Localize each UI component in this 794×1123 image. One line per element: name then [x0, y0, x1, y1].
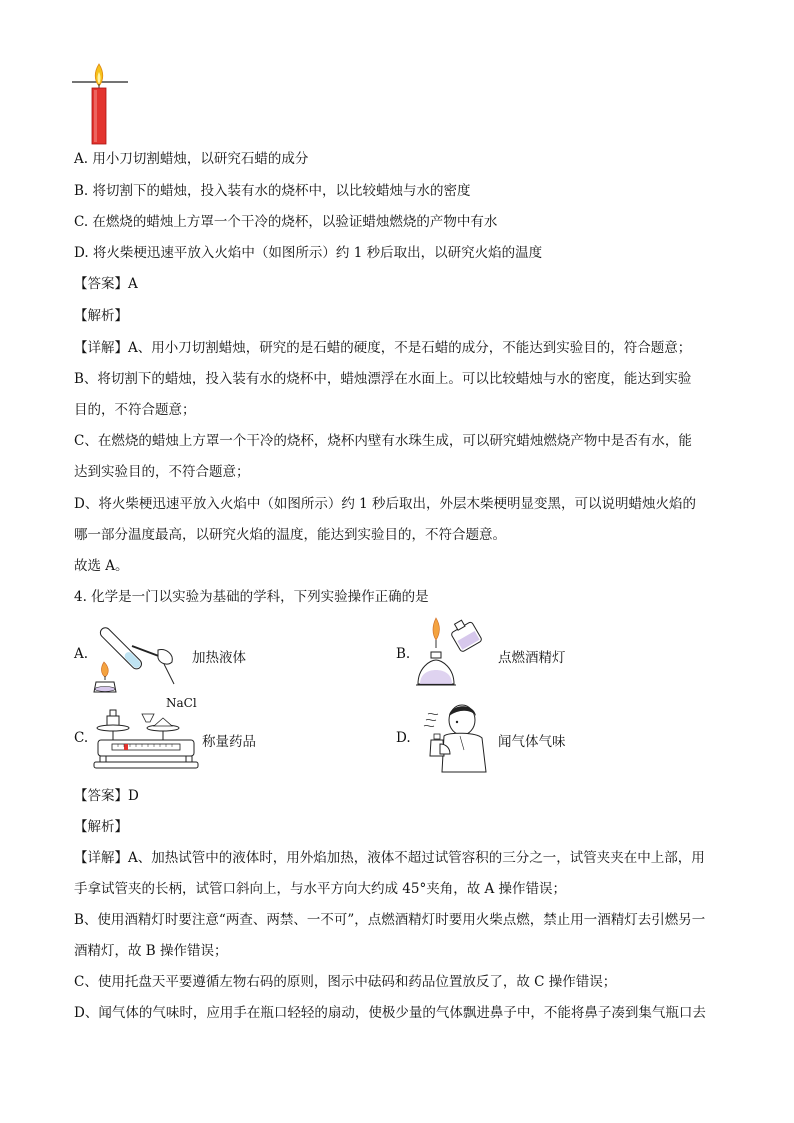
q4-detail-line: 手拿试管夹的长柄，试管口斜向上，与水平方向大约成 45°夹角，故 A 操作错误；	[74, 881, 567, 897]
q4-answer: 【答案】D	[74, 788, 139, 804]
smelling-gas-figure	[420, 700, 492, 774]
q3-detail-line: B、将切割下的蜡烛，投入装有水的烧杯中，蜡烛漂浮在水面上。可以比较蜡烛与水的密度，能达到实验	[74, 371, 692, 387]
q4-detail-line: D、闻气体的气味时，应用手在瓶口轻轻的扇动，使极少量的气体飘进鼻子中，不能将鼻子凑到集气瓶口去	[74, 1005, 706, 1021]
q4-detail-line: C、使用托盘天平要遵循左物右码的原则，图示中砝码和药品位置放反了，故 C 操作错误；	[74, 974, 617, 990]
q4-option-c-caption: 称量药品	[202, 734, 256, 750]
q4-option-b-letter: B.	[396, 646, 411, 662]
q3-detail-line: 故选 A。	[74, 558, 129, 574]
q3-detail-line: 哪一部分温度最高，以研究火焰的温度，能达到实验目的，不符合题意。	[74, 527, 506, 543]
q4-option-a-caption: 加热液体	[192, 650, 246, 666]
q4-option-c-letter: C.	[74, 730, 89, 746]
q4-option-a-letter: A.	[74, 646, 89, 662]
q3-option-b: B. 将切割下的蜡烛，投入装有水的烧杯中，以比较蜡烛与水的密度	[74, 183, 471, 199]
balance-figure	[90, 706, 202, 774]
q4-stem: 4. 化学是一门以实验为基础的学科，下列实验操作正确的是	[74, 589, 429, 605]
q4-detail-line: B、使用酒精灯时要注意“两查、两禁、一不可”，点燃酒精灯时要用火柴点燃，禁止用一酒精灯去引燃另一	[74, 912, 706, 928]
q4-detail-line: 酒精灯，故 B 操作错误；	[74, 943, 228, 959]
q4-option-d-letter: D.	[396, 730, 411, 746]
q3-detail-line: 目的，不符合题意；	[74, 402, 196, 418]
q3-option-d: D. 将火柴梗迅速平放入火焰中（如图所示）约 1 秒后取出，以研究火焰的温度	[74, 245, 543, 261]
q4-option-b-caption: 点燃酒精灯	[498, 650, 566, 666]
q3-detail-line: D、将火柴梗迅速平放入火焰中（如图所示）约 1 秒后取出，外层木柴梗明显变黑，可以说明蜡烛火焰的	[74, 496, 696, 512]
q4-detail-line: 【详解】A、加热试管中的液体时，用外焰加热，液体不超过试管容积的三分之一，试管夹夹在中上部，用	[74, 850, 705, 866]
q4-option-d-caption: 闻气体气味	[498, 734, 566, 750]
candle-figure	[72, 60, 132, 148]
q3-detail-line: 达到实验目的，不符合题意；	[74, 464, 250, 480]
nacl-label: NaCl	[166, 696, 197, 710]
lighting-lamp-figure	[414, 614, 492, 692]
q3-detail-line: C、在燃烧的蜡烛上方罩一个干冷的烧杯，烧杯内壁有水珠生成，可以研究蜡烛燃烧产物中是否有水，能	[74, 433, 692, 449]
q3-answer: 【答案】A	[74, 276, 138, 292]
q3-option-a: A. 用小刀切割蜡烛，以研究石蜡的成分	[74, 151, 309, 167]
q3-detail-line: 【详解】A、用小刀切割蜡烛，研究的是石蜡的硬度，不是石蜡的成分，不能达到实验目的，符合题意；	[74, 340, 692, 356]
q4-analysis-heading: 【解析】	[74, 819, 128, 835]
q3-option-c: C. 在燃烧的蜡烛上方罩一个干冷的烧杯，以验证蜡烛燃烧的产物中有水	[74, 214, 498, 230]
heating-liquid-figure	[88, 614, 184, 694]
q3-analysis-heading: 【解析】	[74, 308, 128, 324]
